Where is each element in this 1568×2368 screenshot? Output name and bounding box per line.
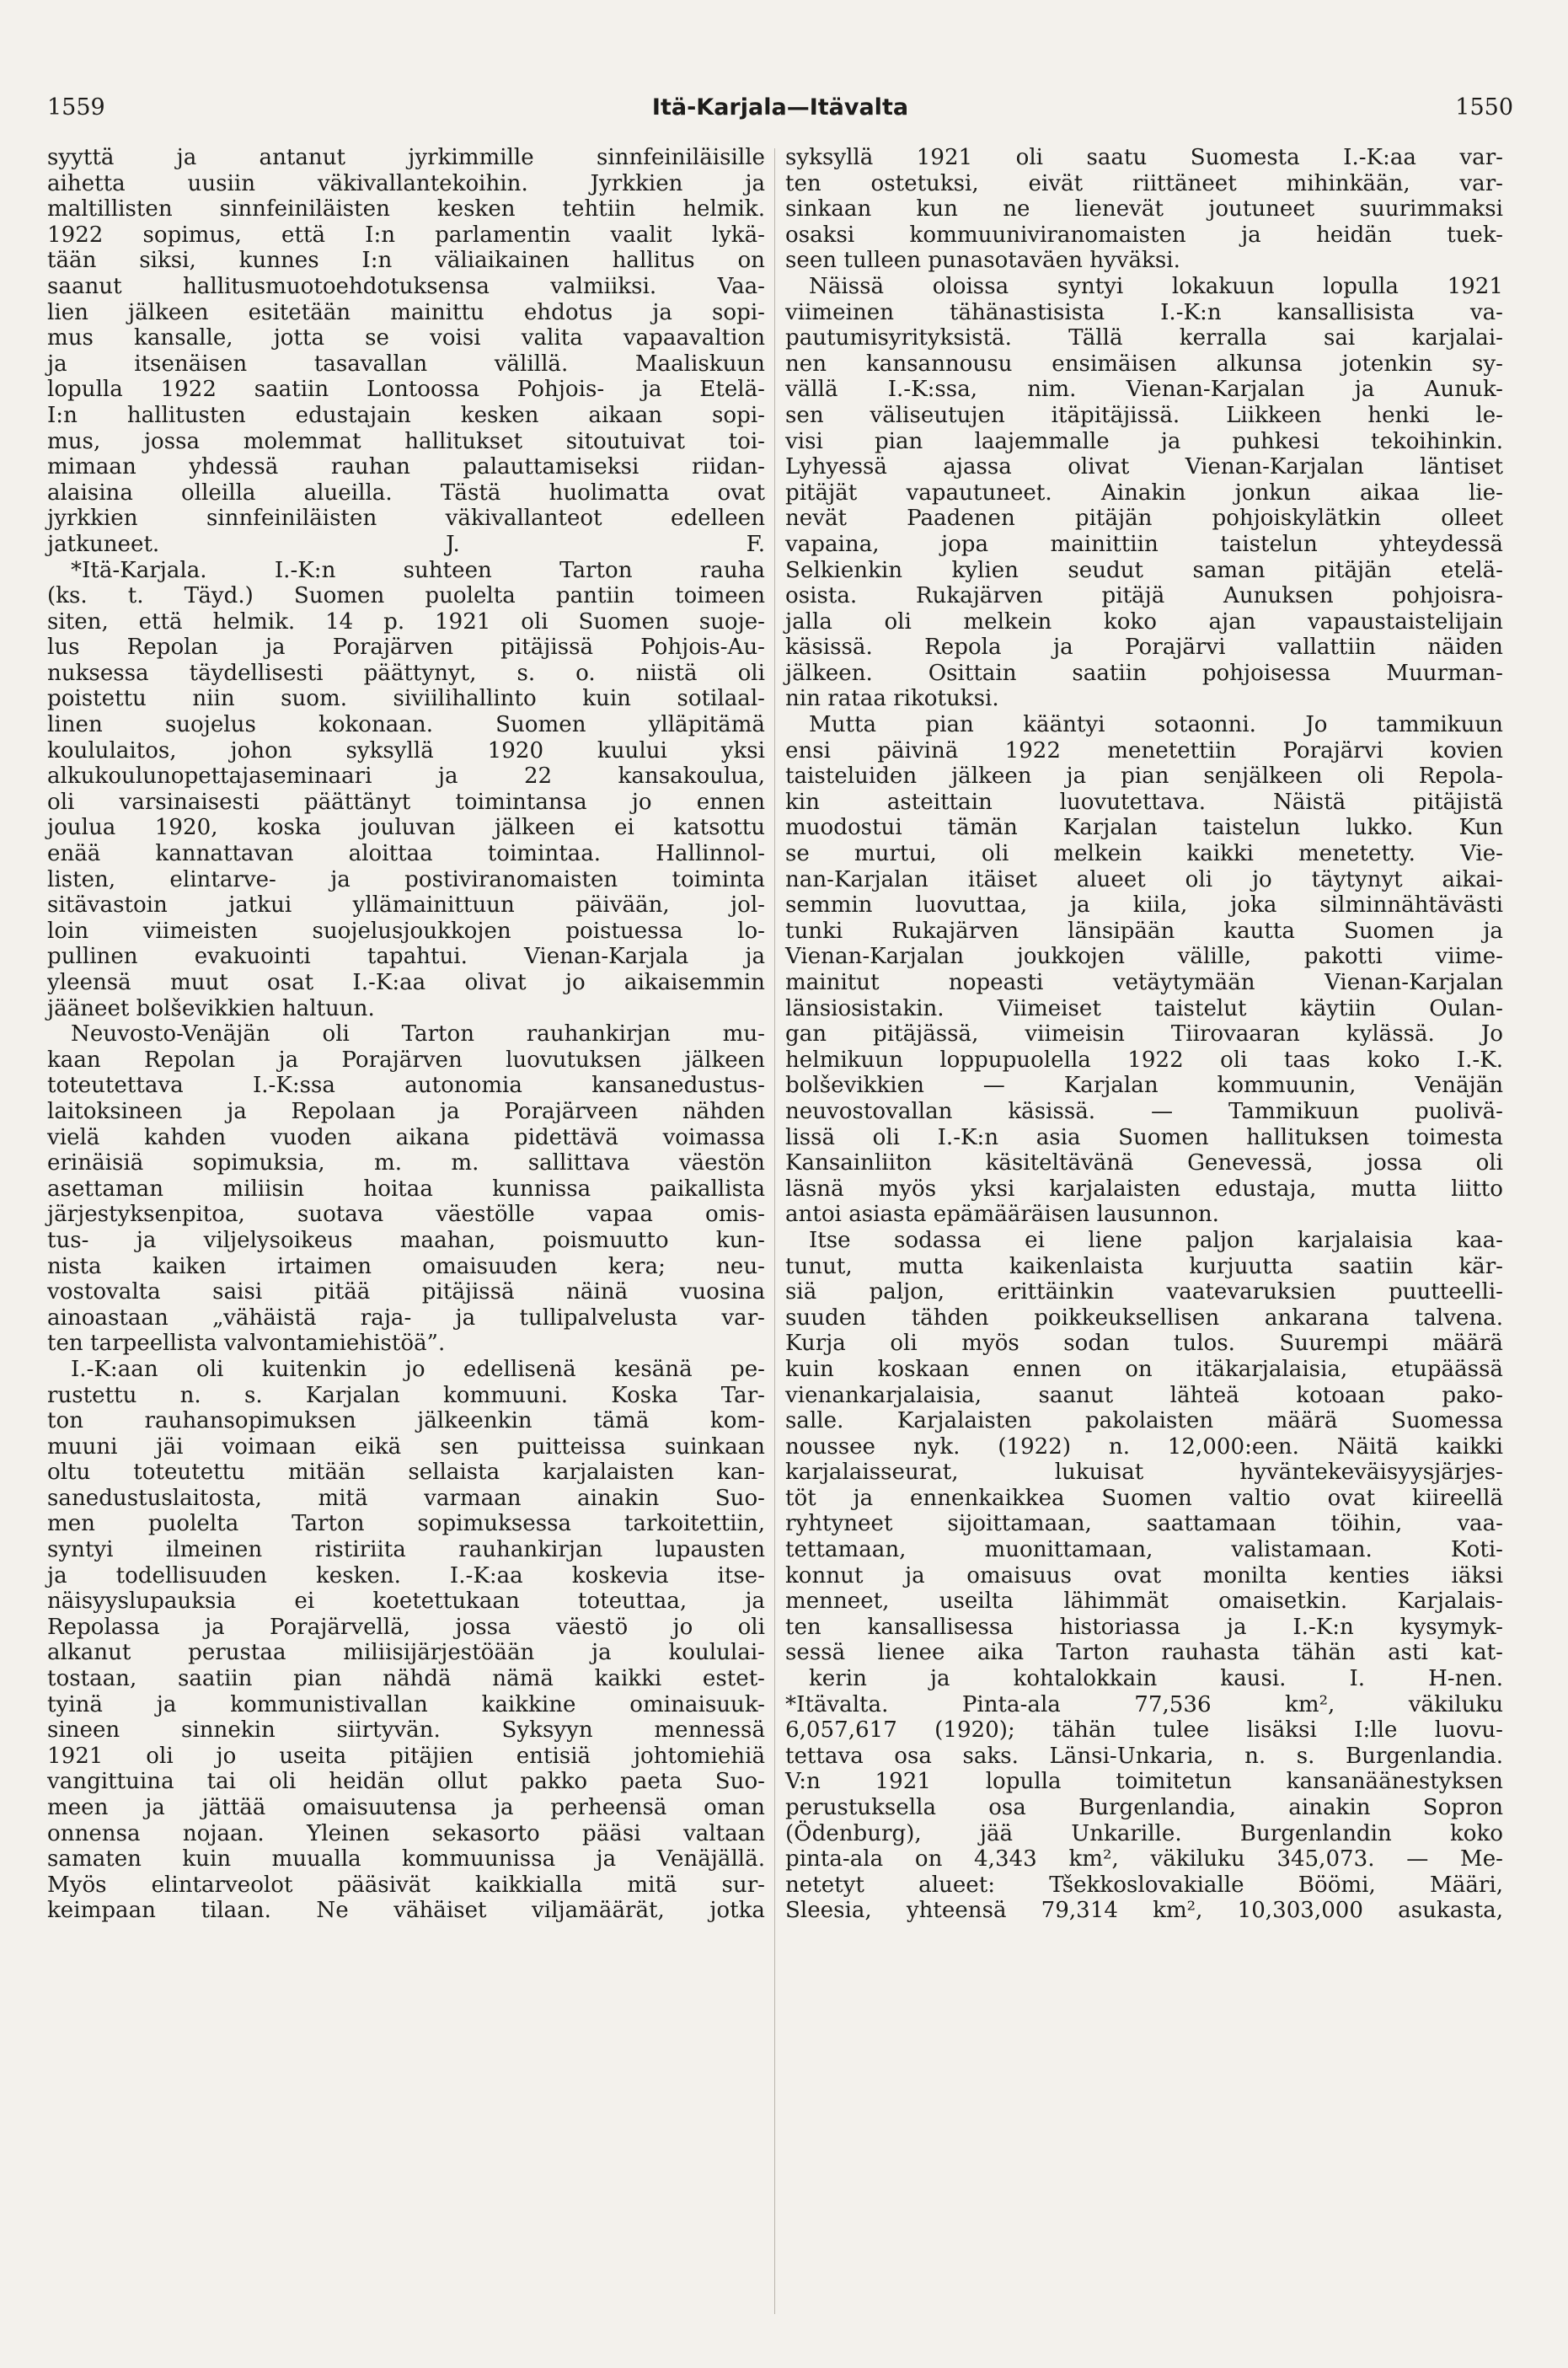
text-line: perustuksella osa Burgenlandia, ainakin Sopron bbox=[785, 1795, 1503, 1820]
text-line: syntyi ilmeinen ristiriita rauhankirjan lupausten bbox=[47, 1537, 765, 1563]
text-line: tään siksi, kunnes I:n väliaikainen hallitus on bbox=[47, 248, 765, 274]
text-line: koululaitos, johon syksyllä 1920 kuului yksi bbox=[47, 737, 765, 763]
text-line: Vienan-Karjalan joukkojen välille, pakotti viime- bbox=[785, 944, 1503, 970]
text-line: ten tarpeellista valvontamiehistöä”. bbox=[47, 1331, 446, 1357]
text-line: men puolelta Tarton sopimuksessa tarkoitettiin, bbox=[47, 1511, 765, 1537]
text-line: semmin luovuttaa, ja kiila, joka silminnähtävästi bbox=[785, 892, 1503, 919]
text-line: taisteluiden jälkeen ja pian senjälkeen oli Repola- bbox=[785, 763, 1503, 790]
text-line: oltu toteutettu mitään sellaista karjalaisten kan- bbox=[47, 1460, 765, 1486]
text-line: tettava osa saks. Länsi-Unkaria, n. s. Burgenlandia. bbox=[785, 1743, 1503, 1769]
text-line: kerin ja kohtalokkain kausi. I. H-nen. bbox=[809, 1666, 1503, 1692]
text-line: vapaina, jopa mainittiin taistelun yhteydessä bbox=[785, 531, 1503, 557]
text-line: näisyyslupauksia ei koetettukaan toteuttaa, ja bbox=[47, 1588, 765, 1615]
text-line: Neuvosto-Venäjän oli Tarton rauhankirjan mu- bbox=[71, 1021, 765, 1047]
text-line: nin rataa rikotuksi. bbox=[785, 686, 999, 712]
text-line: lissä oli I.-K:n asia Suomen hallituksen toimesta bbox=[785, 1124, 1503, 1150]
text-line: pinta-ala on 4,343 km², väkiluku 345,073. — Me- bbox=[785, 1846, 1503, 1872]
text-line: jyrkkien sinnfeiniläisten väkivallanteot edelleen bbox=[47, 506, 765, 532]
text-line: töt ja ennenkaikkea Suomen valtio ovat kiireellä bbox=[785, 1485, 1503, 1511]
text-line: sinkaan kun ne lienevät joutuneet suurimmaksi bbox=[785, 196, 1503, 222]
text-line: meen ja jättää omaisuutensa ja perheensä oman bbox=[47, 1795, 765, 1820]
text-line: tus- ja viljelysoikeus maahan, poismuutto kun- bbox=[47, 1227, 765, 1253]
text-line: syksyllä 1921 oli saatu Suomesta I.-K:aa var- bbox=[785, 145, 1503, 170]
text-line: sineen sinnekin siirtyvän. Syksyyn mennessä bbox=[47, 1717, 765, 1744]
text-line: toteutettava I.-K:ssa autonomia kansanedustus- bbox=[47, 1073, 765, 1099]
text-line: neuvostovallan käsissä. — Tammikuun puolivä- bbox=[785, 1098, 1503, 1124]
text-line: samaten kuin muualla kommuunissa ja Venäjällä. bbox=[47, 1846, 765, 1872]
page-number-left: 1559 bbox=[47, 94, 105, 121]
text-line: ensi päivinä 1922 menetettiin Porajärvi kovien bbox=[785, 737, 1503, 763]
text-line: lopulla 1922 saatiin Lontoossa Pohjois- ja Etelä- bbox=[47, 377, 765, 403]
text-line: vienankarjalaisia, saanut lähteä kotoaan pako- bbox=[785, 1382, 1503, 1408]
text-line: poistettu niin suom. siviilihallinto kuin sotilaal- bbox=[47, 686, 765, 712]
text-line: jatkuneet. J. F. bbox=[47, 531, 765, 557]
text-line: muodostui tämän Karjalan taistelun lukko. Kun bbox=[785, 815, 1503, 841]
page-header bbox=[47, 94, 1513, 128]
text-line: oli varsinaisesti päättänyt toimintansa jo ennen bbox=[47, 789, 765, 815]
text-line: suuden tähden poikkeuksellisen ankarana talvena. bbox=[785, 1305, 1503, 1331]
text-line: Kurja oli myös sodan tulos. Suurempi määrä bbox=[785, 1331, 1503, 1357]
text-line: vielä kahden vuoden aikana pidettävä voimassa bbox=[47, 1124, 765, 1150]
text-line: alkanut perustaa miliisijärjestöään ja koululai- bbox=[47, 1640, 765, 1666]
text-line: Myös elintarveolot pääsivät kaikkialla mitä sur- bbox=[47, 1872, 765, 1898]
text-line: tyinä ja kommunistivallan kaikkine ominaisuuk- bbox=[47, 1691, 765, 1717]
text-line: pautumisyrityksistä. Tällä kerralla sai karjalai- bbox=[785, 325, 1503, 351]
text-line: ryhtyneet sijoittamaan, saattamaan töihin, vaa- bbox=[785, 1511, 1503, 1537]
page-number-right: 1550 bbox=[1455, 94, 1513, 121]
text-line: jalla oli melkein koko ajan vapaustaistelijain bbox=[785, 608, 1503, 635]
text-line: (Ödenburg), jää Unkarille. Burgenlandin koko bbox=[785, 1820, 1503, 1846]
text-line: loin viimeisten suojelusjoukkojen poistuessa lo- bbox=[47, 918, 765, 944]
text-line: nen kansannousu ensimäisen alkunsa jotenkin sy- bbox=[785, 351, 1503, 377]
text-line: Selkienkin kylien seudut saman pitäjän etelä- bbox=[785, 557, 1503, 583]
text-line: käsissä. Repola ja Porajärvi vallattiin näiden bbox=[785, 635, 1503, 661]
text-line: enää kannattavan aloittaa toimintaa. Hallinnol- bbox=[47, 841, 765, 867]
text-line: lus Repolan ja Porajärven pitäjissä Pohjois-Au- bbox=[47, 635, 765, 661]
text-line: visi pian laajemmalle ja puhkesi tekoihinkin. bbox=[785, 428, 1503, 454]
text-line: pullinen evakuointi tapahtui. Vienan-Karjala ja bbox=[47, 944, 765, 970]
text-line: alaisina olleilla alueilla. Tästä huolimatta ovat bbox=[47, 479, 765, 506]
text-line: muuni jäi voimaan eikä sen puitteissa suinkaan bbox=[47, 1433, 765, 1460]
text-line: sen väliseutujen itäpitäjissä. Liikkeen henki le- bbox=[785, 402, 1503, 428]
text-line: salle. Karjalaisten pakolaisten määrä Suomessa bbox=[785, 1408, 1503, 1434]
text-line: seen tulleen punasotaväen hyväksi. bbox=[785, 248, 1180, 274]
text-line: I:n hallitusten edustajain kesken aikaan sopi- bbox=[47, 402, 765, 428]
text-line: siten, että helmik. 14 p. 1921 oli Suomen suoje- bbox=[47, 608, 765, 635]
text-line: (ks. t. Täyd.) Suomen puolelta pantiin toimeen bbox=[47, 583, 765, 609]
text-line: noussee nyk. (1922) n. 12,000:een. Näitä kaikki bbox=[785, 1433, 1503, 1460]
text-line: rustettu n. s. Karjalan kommuuni. Koska Tar- bbox=[47, 1382, 765, 1408]
text-line: netetyt alueet: Tšekkoslovakialle Böömi, Määri, bbox=[785, 1872, 1503, 1898]
text-line: *Itävalta. Pinta-ala 77,536 km², väkiluku bbox=[785, 1691, 1503, 1717]
text-line: osaksi kommuuniviranomaisten ja heidän tuek- bbox=[785, 222, 1503, 248]
text-line: sessä lienee aika Tarton rauhasta tähän asti kat- bbox=[785, 1640, 1503, 1666]
text-line: tunki Rukajärven länsipään kautta Suomen ja bbox=[785, 918, 1503, 944]
text-line: menneet, useilta lähimmät omaisetkin. Karjalais- bbox=[785, 1588, 1503, 1615]
column-divider bbox=[774, 148, 775, 2314]
text-line: vangittuina tai oli heidän ollut pakko paeta Suo- bbox=[47, 1769, 765, 1795]
text-line: Mutta pian kääntyi sotaonni. Jo tammikuun bbox=[809, 712, 1503, 738]
text-line: aihetta uusiin väkivallantekoihin. Jyrkkien ja bbox=[47, 170, 765, 196]
text-line: 1921 oli jo useita pitäjien entisiä johtomiehiä bbox=[47, 1743, 765, 1769]
text-line: gan pitäjässä, viimeisin Tiirovaaran kylässä. Jo bbox=[785, 1021, 1503, 1047]
text-line: *Itä-Karjala. I.-K:n suhteen Tarton rauha bbox=[71, 557, 765, 583]
text-line: laitoksineen ja Repolaan ja Porajärveen nähden bbox=[47, 1098, 765, 1124]
text-line: tunut, mutta kaikenlaista kurjuutta saatiin kär- bbox=[785, 1253, 1503, 1279]
text-line: alkukoulunopettajaseminaari ja 22 kansakoulua, bbox=[47, 763, 765, 790]
text-line: V:n 1921 lopulla toimitetun kansanäänestyksen bbox=[785, 1769, 1503, 1795]
text-line: maltillisten sinnfeiniläisten kesken tehtiin helmik. bbox=[47, 196, 765, 222]
text-line: tostaan, saatiin pian nähdä nämä kaikki estet- bbox=[47, 1666, 765, 1692]
text-line: sitävastoin jatkui yllämainittuun päivään, jol- bbox=[47, 892, 765, 919]
text-line: syyttä ja antanut jyrkimmille sinnfeiniläisille bbox=[47, 145, 765, 170]
running-head: Itä-Karjala—Itävalta bbox=[651, 94, 909, 121]
text-line: Kansainliiton käsiteltävänä Genevessä, jossa oli bbox=[785, 1150, 1503, 1176]
text-line: 1922 sopimus, että I:n parlamentin vaalit lykä- bbox=[47, 222, 765, 248]
text-line: nevät Paadenen pitäjän pohjoiskylätkin olleet bbox=[785, 506, 1503, 532]
right-column bbox=[785, 145, 1503, 1924]
text-line: onnensa nojaan. Yleinen sekasorto pääsi valtaan bbox=[47, 1820, 765, 1846]
text-line: mus, jossa molemmat hallitukset sitoutuivat toi- bbox=[47, 428, 765, 454]
text-line: länsiosistakin. Viimeiset taistelut käytiin Oulan- bbox=[785, 995, 1503, 1021]
text-line: lien jälkeen esitetään mainittu ehdotus ja sopi- bbox=[47, 299, 765, 325]
text-line: kuin koskaan ennen on itäkarjalaisia, etupäässä bbox=[785, 1356, 1503, 1382]
text-line: mainitut nopeasti vetäytymään Vienan-Karjalan bbox=[785, 970, 1503, 995]
text-line: ainoastaan „vähäistä raja- ja tullipalvelusta var- bbox=[47, 1305, 765, 1331]
text-line: ton rauhansopimuksen jälkeenkin tämä kom- bbox=[47, 1408, 765, 1434]
text-line: jälkeen. Osittain saatiin pohjoisessa Muurman- bbox=[785, 660, 1503, 686]
text-line: jääneet bolševikkien haltuun. bbox=[47, 995, 375, 1021]
text-line: antoi asiasta epämääräisen lausunnon. bbox=[785, 1202, 1219, 1228]
text-line: nuksessa täydellisesti päättynyt, s. o. niistä oli bbox=[47, 660, 765, 686]
text-line: ten kansallisessa historiassa ja I.-K:n kysymyk- bbox=[785, 1614, 1503, 1640]
text-line: kaan Repolan ja Porajärven luovutuksen jälkeen bbox=[47, 1047, 765, 1073]
text-line: ja itsenäisen tasavallan välillä. Maaliskuun bbox=[47, 351, 765, 377]
text-line: ja todellisuuden kesken. I.-K:aa koskevia itse- bbox=[47, 1562, 765, 1588]
text-line: nista kaiken irtaimen omaisuuden kera; neu- bbox=[47, 1253, 765, 1279]
text-line: I.-K:aan oli kuitenkin jo edellisenä kesänä pe- bbox=[71, 1356, 765, 1382]
text-line: konnut ja omaisuus ovat monilta kenties iäksi bbox=[785, 1562, 1503, 1588]
text-line: se murtui, oli melkein kaikki menetetty. Vie- bbox=[785, 841, 1503, 867]
text-line: mimaan yhdessä rauhan palauttamiseksi riidan- bbox=[47, 454, 765, 480]
text-line: pitäjät vapautuneet. Ainakin jonkun aikaa lie- bbox=[785, 479, 1503, 506]
text-line: bolševikkien — Karjalan kommuunin, Venäjän bbox=[785, 1073, 1503, 1099]
text-line: tettamaan, muonittamaan, valistamaan. Koti- bbox=[785, 1537, 1503, 1563]
text-line: ten ostetuksi, eivät riittäneet mihinkään, var- bbox=[785, 170, 1503, 196]
text-line: saanut hallitusmuotoehdotuksensa valmiiksi. Vaa- bbox=[47, 273, 765, 299]
text-line: mus kansalle, jotta se voisi valita vapaavaltion bbox=[47, 325, 765, 351]
text-line: Sleesia, yhteensä 79,314 km², 10,303,000 asukasta, bbox=[785, 1898, 1503, 1924]
text-line: keimpaan tilaan. Ne vähäiset viljamäärät, jotka bbox=[47, 1898, 765, 1924]
text-line: sanedustuslaitosta, mitä varmaan ainakin Suo- bbox=[47, 1485, 765, 1511]
text-line: Itse sodassa ei liene paljon karjalaisia kaa- bbox=[809, 1227, 1503, 1253]
text-line: asettaman miliisin hoitaa kunnissa paikallista bbox=[47, 1176, 765, 1202]
text-line: listen, elintarve- ja postiviranomaisten toiminta bbox=[47, 866, 765, 892]
text-line: osista. Rukajärven pitäjä Aunuksen pohjoisra- bbox=[785, 583, 1503, 609]
left-column bbox=[47, 145, 765, 1924]
text-line: erinäisiä sopimuksia, m. m. sallittava väestön bbox=[47, 1150, 765, 1176]
text-line: järjestyksenpitoa, suotava väestölle vapaa omis- bbox=[47, 1202, 765, 1228]
text-line: siä paljon, erittäinkin vaatevaruksien puutteelli- bbox=[785, 1279, 1503, 1305]
text-line: linen suojelus kokonaan. Suomen ylläpitämä bbox=[47, 712, 765, 738]
text-line: helmikuun loppupuolella 1922 oli taas koko I.-K. bbox=[785, 1047, 1503, 1073]
text-line: karjalaisseurat, lukuisat hyväntekeväisyysjärjes- bbox=[785, 1460, 1503, 1486]
text-line: viimeinen tähänastisista I.-K:n kansallisista va- bbox=[785, 299, 1503, 325]
text-line: 6,057,617 (1920); tähän tulee lisäksi I:lle luovu- bbox=[785, 1717, 1503, 1744]
text-line: joulua 1920, koska jouluvan jälkeen ei katsottu bbox=[47, 815, 765, 841]
text-line: Lyhyessä ajassa olivat Vienan-Karjalan läntiset bbox=[785, 454, 1503, 480]
text-line: nan-Karjalan itäiset alueet oli jo täytynyt aikai- bbox=[785, 866, 1503, 892]
text-line: Repolassa ja Porajärvellä, jossa väestö jo oli bbox=[47, 1614, 765, 1640]
text-line: läsnä myös yksi karjalaisten edustaja, mutta liitto bbox=[785, 1176, 1503, 1202]
text-line: yleensä muut osat I.-K:aa olivat jo aikaisemmin bbox=[47, 970, 765, 995]
text-line: vällä I.-K:ssa, nim. Vienan-Karjalan ja Aunuk- bbox=[785, 377, 1503, 403]
text-line: Näissä oloissa syntyi lokakuun lopulla 1921 bbox=[809, 273, 1503, 299]
text-line: kin asteittain luovutettava. Näistä pitäjistä bbox=[785, 789, 1503, 815]
text-line: vostovalta saisi pitää pitäjissä näinä vuosina bbox=[47, 1279, 765, 1305]
